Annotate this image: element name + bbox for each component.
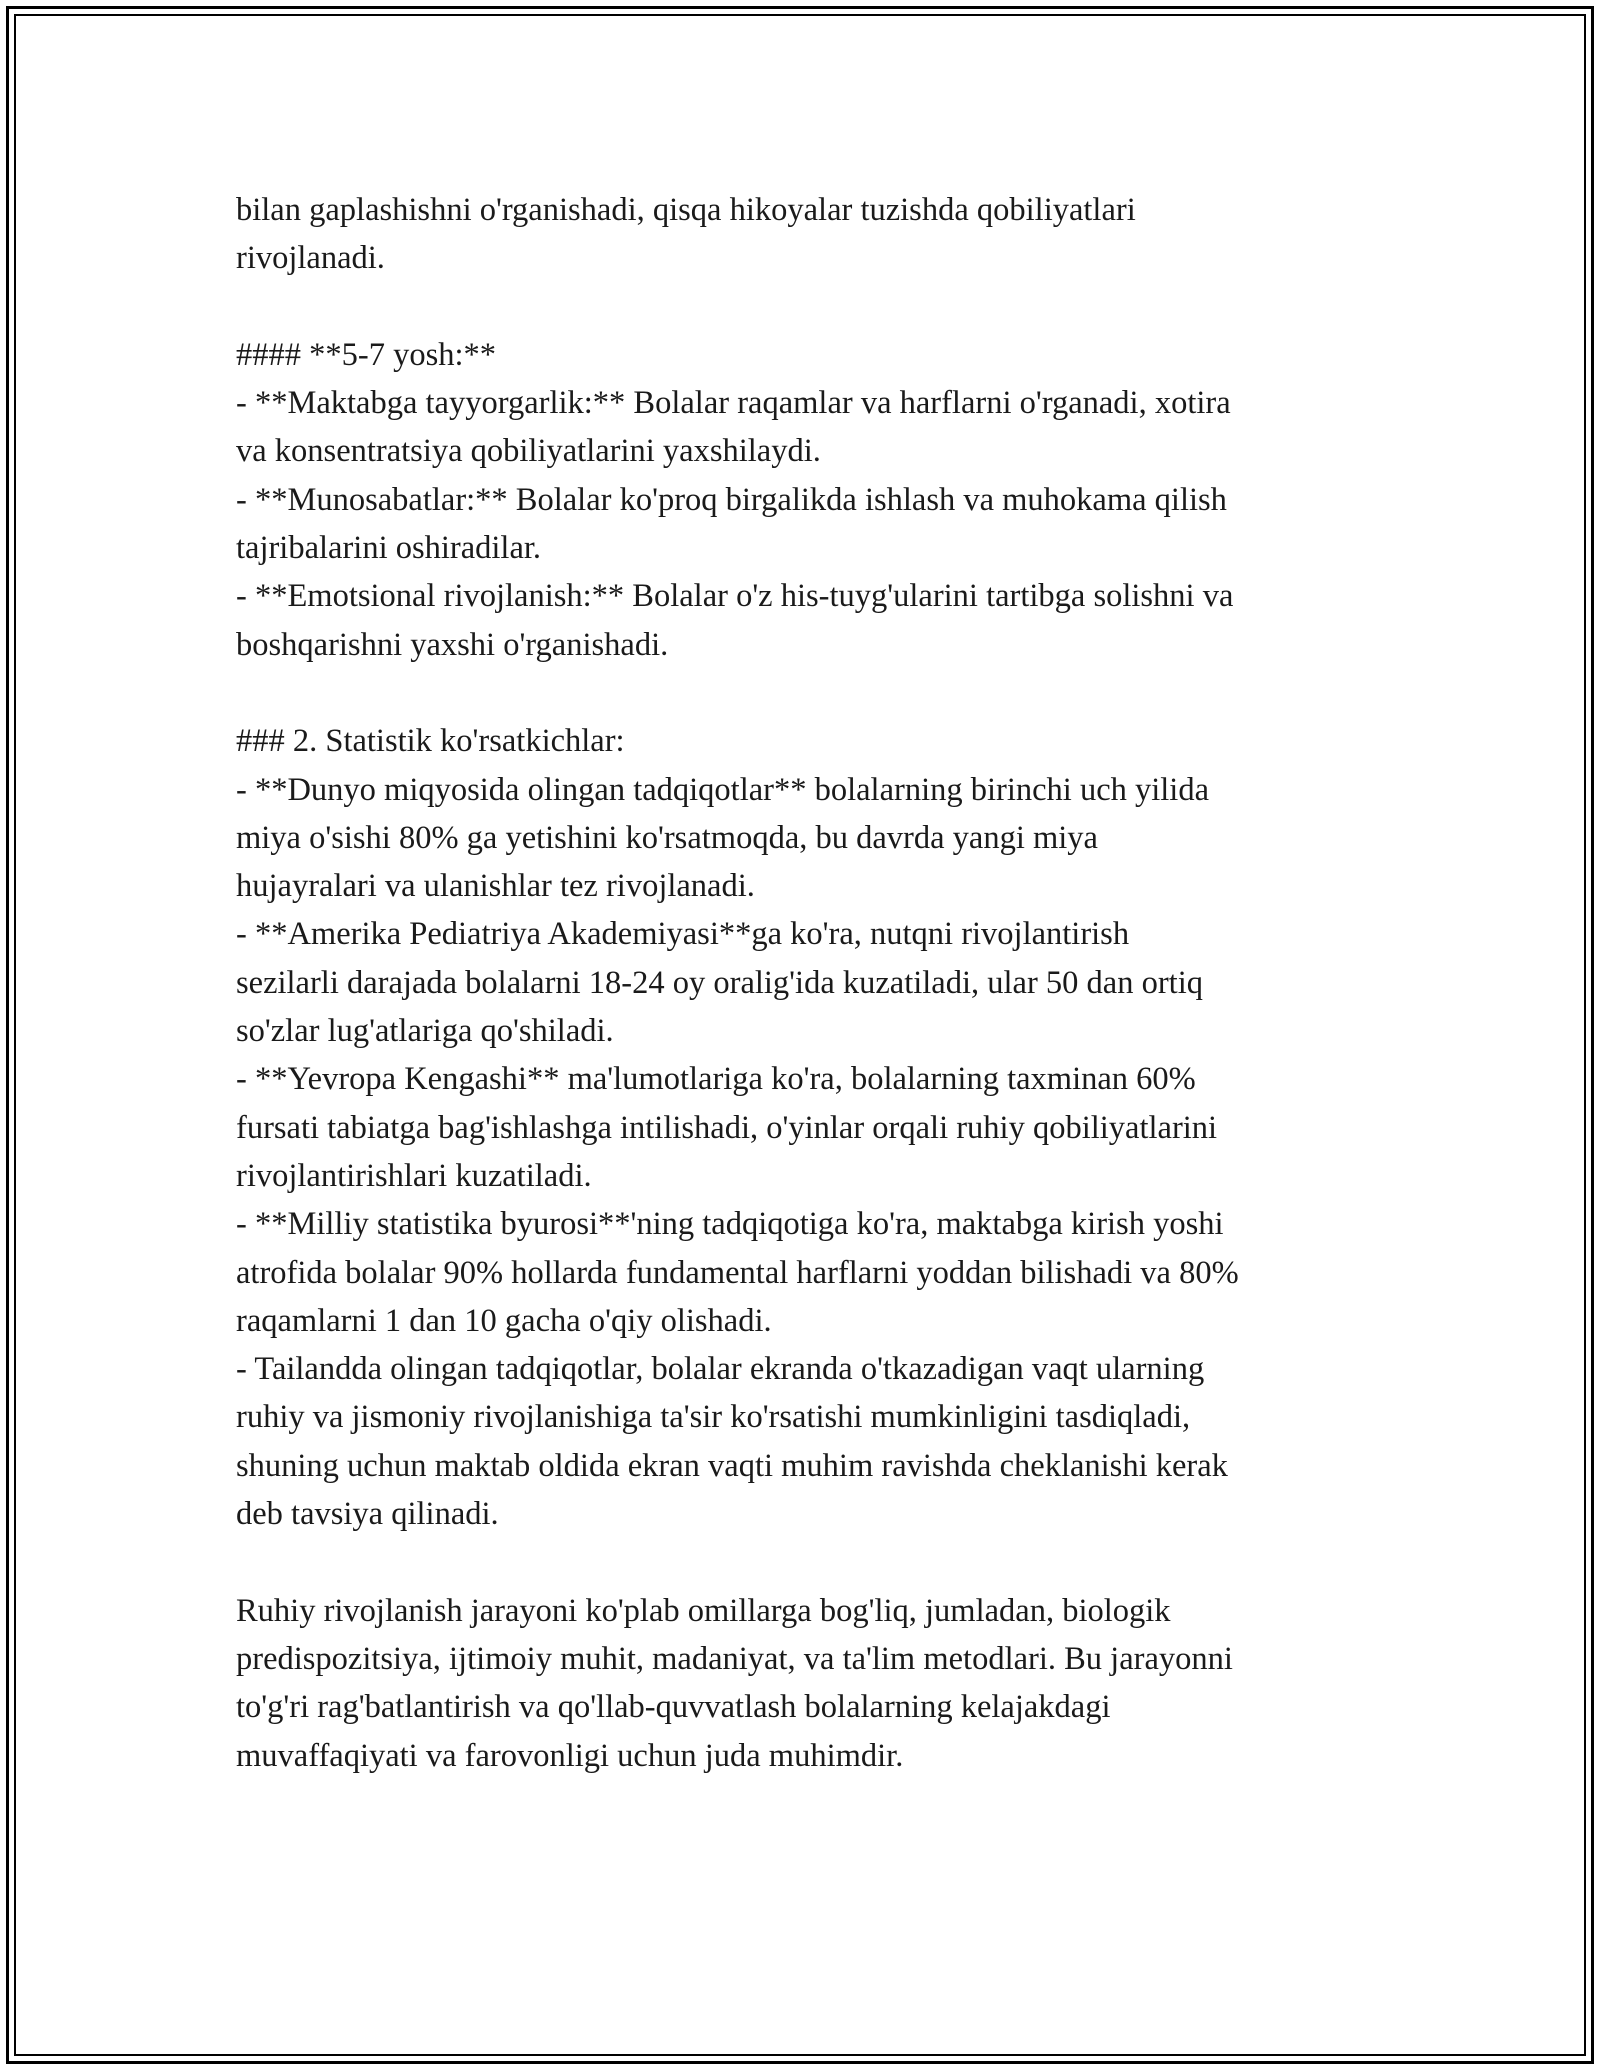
list-item <box>236 910 1376 1055</box>
text-line: - **Milliy statistika byurosi**'ning tadqiqotiga ko'ra, maktabga kirish yoshi <box>236 1206 1224 1243</box>
text-line: - **Yevropa Kengashi** ma'lumotlariga ko'ra, bolalarning taxminan 60% <box>236 1061 1196 1098</box>
text-line: predispozitsiya, ijtimoiy muhit, madaniyat, va ta'lim metodlari. Bu jarayonni <box>236 1640 1233 1677</box>
text-line: sezilarli darajada bolalarni 18-24 oy oralig'ida kuzatiladi, ular 50 dan ortiq <box>236 964 1203 1001</box>
text-line: muvaffaqiyati va farovonligi uchun juda muhimdir. <box>236 1737 904 1774</box>
paragraph-spacer <box>236 1538 1376 1586</box>
text-line: rivojlanadi. <box>236 240 385 277</box>
paragraph-spacer <box>236 283 1376 331</box>
text-line: tajribalarini oshiradilar. <box>236 530 542 567</box>
text-line: - **Munosabatlar:** Bolalar ko'proq birgalikda ishlash va muhokama qilish <box>236 481 1227 518</box>
document-body <box>236 186 1376 1780</box>
text-line: hujayralari va ulanishlar tez rivojlanadi. <box>236 868 755 905</box>
conclusion-paragraph <box>236 1587 1376 1780</box>
text-line: boshqarishni yaxshi o'rganishadi. <box>236 626 669 663</box>
text-line: Ruhiy rivojlanish jarayoni ko'plab omillarga bog'liq, jumladan, biologik <box>236 1592 1171 1629</box>
list-item <box>236 1200 1376 1345</box>
list-item <box>236 1345 1376 1538</box>
text-line: so'zlar lug'atlariga qo'shiladi. <box>236 1013 614 1050</box>
list-item <box>236 766 1376 911</box>
text-line: fursati tabiatga bag'ishlashga intilishadi, o'yinlar orqali ruhiy qobiliyatlarini <box>236 1109 1218 1146</box>
text-line: to'g'ri rag'batlantirish va qo'llab-quvvatlash bolalarning kelajakdagi <box>236 1689 1111 1726</box>
text-line: shuning uchun maktab oldida ekran vaqti muhim ravishda cheklanishi kerak <box>236 1447 1228 1484</box>
text-line: - **Emotsional rivojlanish:** Bolalar o'z his-tuyg'ularini tartibga solishni va <box>236 578 1234 615</box>
section-heading: ### 2. Statistik ko'rsatkichlar: <box>236 723 625 760</box>
text-line: miya o'sishi 80% ga yetishini ko'rsatmoqda, bu davrda yangi miya <box>236 819 1098 856</box>
text-line: - Tailandda olingan tadqiqotlar, bolalar ekranda o'tkazadigan vaqt ularning <box>236 1351 1205 1388</box>
list-item <box>236 1055 1376 1200</box>
text-line: - **Dunyo miqyosida olingan tadqiqotlar** bolalarning birinchi uch yilida <box>236 771 1210 808</box>
text-line: raqamlarni 1 dan 10 gacha o'qiy olishadi. <box>236 1302 772 1339</box>
text-line: va konsentratsiya qobiliyatlarini yaxshilaydi. <box>236 433 821 470</box>
list-item <box>236 379 1376 476</box>
text-line: - **Maktabga tayyorgarlik:** Bolalar raqamlar va harflarni o'rganadi, xotira <box>236 385 1231 422</box>
list-item <box>236 476 1376 573</box>
paragraph-spacer <box>236 669 1376 717</box>
text-line: ruhiy va jismoniy rivojlanishiga ta'sir ko'rsatishi mumkinligini tasdiqladi, <box>236 1399 1191 1436</box>
text-line: - **Amerika Pediatriya Akademiyasi**ga ko'ra, nutqni rivojlantirish <box>236 916 1130 953</box>
section-statistics <box>236 717 1376 1538</box>
intro-paragraph <box>236 186 1376 283</box>
text-line: rivojlantirishlari kuzatiladi. <box>236 1157 592 1194</box>
text-line: atrofida bolalar 90% hollarda fundamental harflarni yoddan bilishadi va 80% <box>236 1254 1239 1291</box>
text-line: bilan gaplashishni o'rganishadi, qisqa hikoyalar tuzishda qobiliyatlari <box>236 192 1136 228</box>
section-age-5-7 <box>236 331 1376 669</box>
text-line: deb tavsiya qilinadi. <box>236 1496 499 1533</box>
section-heading: #### **5-7 yosh:** <box>236 336 496 373</box>
list-item <box>236 572 1376 669</box>
